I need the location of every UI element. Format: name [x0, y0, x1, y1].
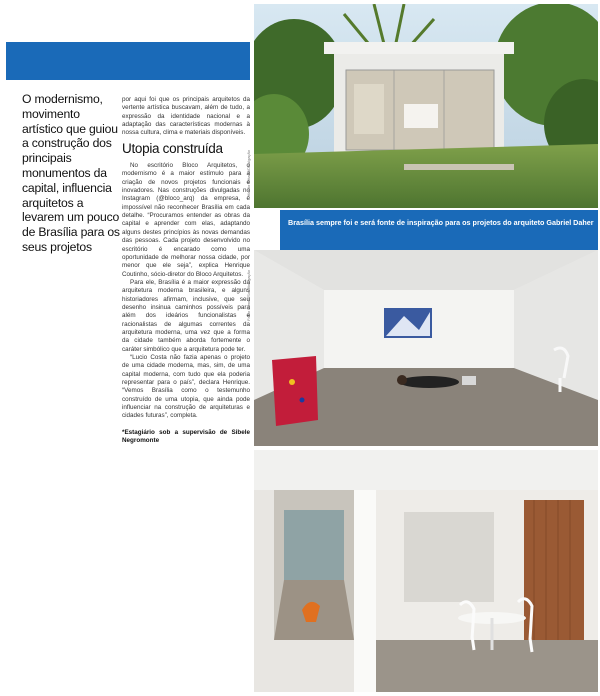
section-heading: Utopia construída	[122, 140, 223, 156]
body-paragraph-1: No escritório Bloco Arquitetos, o modernismo é a maior estímulo para a criação de novos projetos funcionais e inovadores. Nas construções divulgadas no Instagram (@bloco_arq) da empresa, é impossível não reconhecer Brasília em cada detalhe. “Procuramos entender as obras da capital e aprender com elas, adaptando alguns destes princípios às novas demandas das pessoas. Cada projeto desenvolvido no escritório é encarado como uma oportunidade de melhorar nossa cidade, por menor que ele seja”, explica Henrique Coutinho, sócio-diretor do Bloco Arquitetos.	[122, 162, 250, 278]
photo-house-exterior	[254, 4, 598, 208]
photo-empty-room	[254, 250, 598, 446]
footnote: *Estagiário sob a supervisão de Sibele Negromonte	[122, 428, 250, 445]
pull-quote: O modernismo, movimento artístico que guiou a construção dos principais monumentos da capital, influencia arquitetos a levarem um pouco de Brasília para os seus projetos	[22, 92, 120, 254]
article-body	[122, 96, 250, 445]
intro-paragraph: por aqui foi que os principais arquitetos da vertente artística buscavam, além de tudo, a expressão da identidade nacional e a adaptação das características modernas à nossa cultura, clima e materiais disponíveis.	[122, 96, 250, 137]
photo-interior-dining	[254, 450, 598, 692]
body-paragraph-3: “Lucio Costa não fazia apenas o projeto de uma cidade moderna, mas, sim, de uma capital moderna, com tudo que ela poderia representar para o país”, declara Henrique. “Vemos Brasília como o testemunho construído de uma utopia, que ainda pode influenciar na construção de arquiteturas e cidades futuras”, completa.	[122, 353, 250, 420]
photo-caption: Brasília sempre foi e será fonte de inspiração para os projetos do arquiteto Gabriel Daher	[280, 210, 598, 250]
photo-credit-1: Marcio Britaria/Divulgação	[246, 150, 251, 197]
body-paragraph-2: Para ele, Brasília é a maior expressão da arquitetura moderna brasileira, e alguns historiadores afirmam, inclusive, que seu desenho insinua caminhos possíveis para além dos ideários funcionalistas e racionalistas de algumas correntes da arquitetura moderna, uma vez que a forma da cidade também aborda fortemente o caráter simbólico que a arquitetura pode ter.	[122, 278, 250, 353]
photo-credit-2: Fabio Lames/Sol/Divulgação	[246, 270, 251, 321]
header-blue-band	[6, 42, 250, 80]
